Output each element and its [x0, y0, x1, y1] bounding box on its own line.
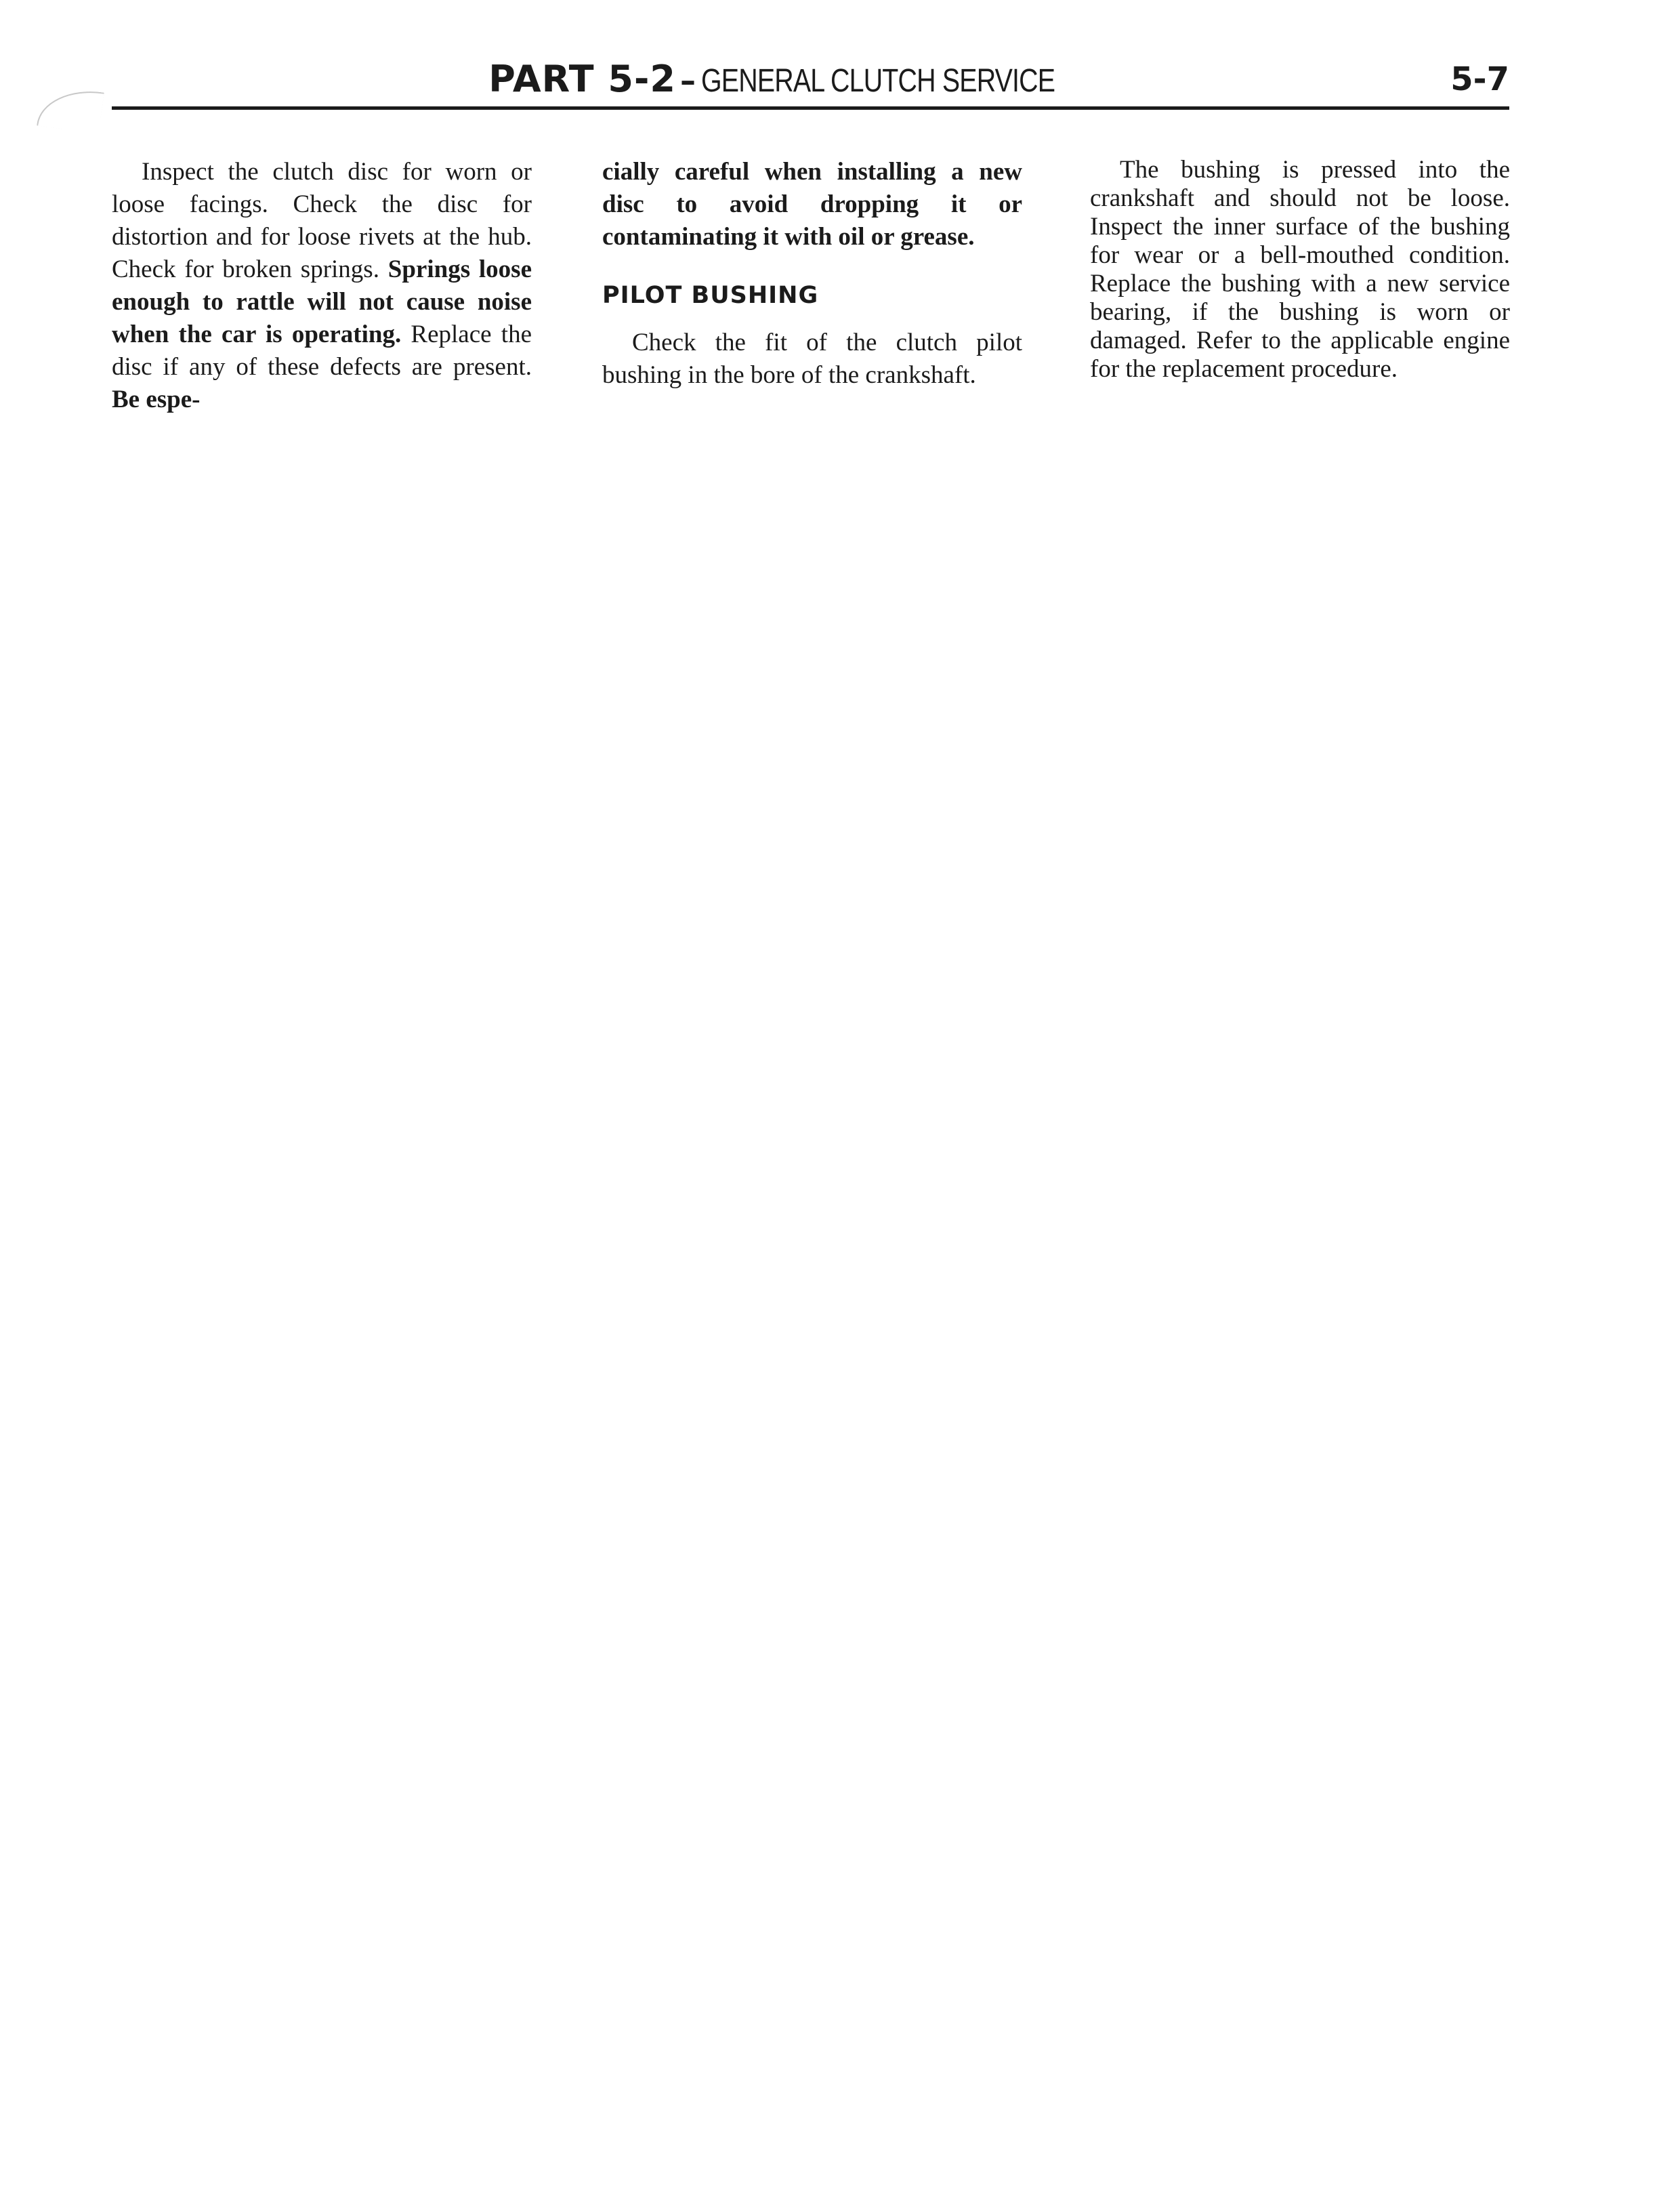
text-column-1: [112, 156, 532, 416]
pilot-bushing-fit-paragraph: Check the fit of the clutch pilot bushing in the bore of the crankshaft.: [602, 329, 1022, 389]
part-label: PART 5-2: [488, 58, 676, 100]
page-corner-mark: [37, 84, 104, 134]
header-title: [112, 53, 1509, 115]
clutch-disc-inspection-paragraph: [112, 156, 532, 416]
text-column-2: [602, 156, 1022, 392]
bold-note-careful: Be espe-: [112, 386, 201, 413]
pilot-bushing-heading: PILOT BUSHING: [602, 282, 819, 309]
paragraph-text: Replace the disc if any of these defects are present.: [112, 321, 532, 381]
installation-caution-paragraph: [602, 156, 1022, 253]
section-name: GENERAL CLUTCH SERVICE: [700, 63, 1055, 99]
text-column-3: [1090, 156, 1510, 384]
header-separator: –: [679, 62, 696, 99]
page-number: 5-7: [1450, 60, 1509, 98]
bold-note-installation: cially careful when installing a new disc to avoid dropping it or contaminating it with oil or grease.: [602, 158, 1022, 251]
paragraph-text: Inspect the clutch disc for worn or loose facings. Check the disc for distortion and for loose rivets at the hub. Check for broken springs.: [112, 158, 532, 283]
page-header: [112, 53, 1509, 106]
bushing-replacement-paragraph: The bushing is pressed into the crankshaft and should not be loose. Inspect the inner surface of the bushing for wear or a bell-mouthed condition. Replace the bushing with a new service bearing, if the bushing is worn or damaged. Refer to the applicable engine for the replacement procedure.: [1090, 156, 1510, 383]
bold-note-springs: Springs loose enough to rattle will not cause noise when the car is operating.: [112, 255, 532, 348]
header-rule: [112, 106, 1509, 110]
